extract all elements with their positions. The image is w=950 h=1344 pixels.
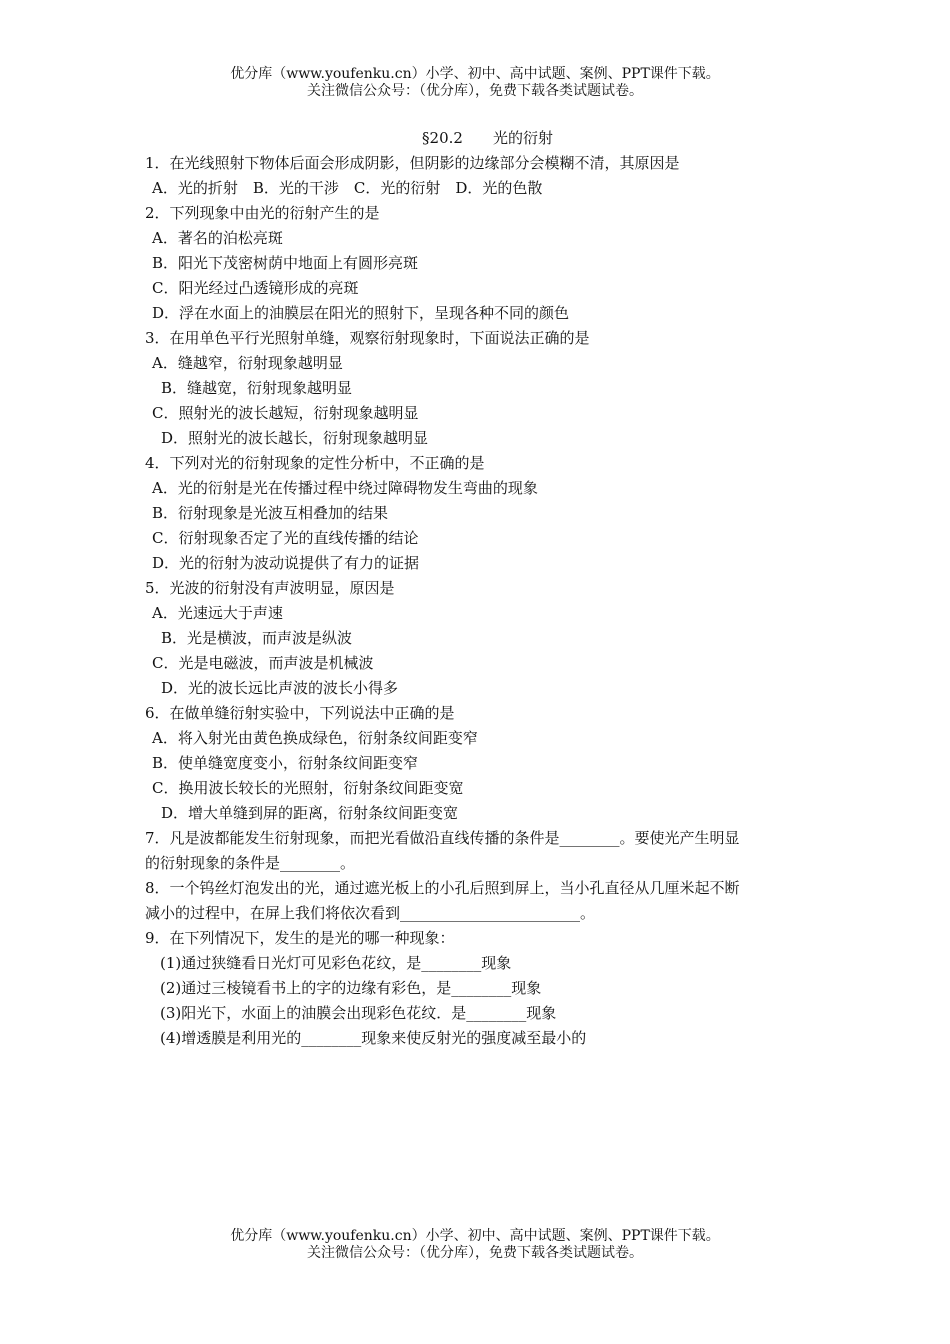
question-6-option-c: C．换用波长较长的光照射，衍射条纹间距变宽 [152, 779, 464, 797]
footer-line-2: 关注微信公众号：（优分库），免费下载各类试题试卷。 [307, 1245, 643, 1261]
question-6-option-d: D．增大单缝到屏的距离，衍射条纹间距变宽 [161, 804, 459, 822]
question-3-option-b: B．缝越宽，衍射现象越明显 [161, 379, 353, 397]
question-6-option-b: B．使单缝宽度变小，衍射条纹间距变窄 [152, 754, 419, 772]
question-4-option-b: B．衍射现象是光波互相叠加的结果 [152, 504, 389, 522]
question-7-line-1: 7．凡是波都能发生衍射现象，而把光看做沿直线传播的条件是________。要使光产生明显 [145, 829, 740, 847]
question-5-option-d: D．光的波长远比声波的波长小得多 [161, 679, 399, 697]
question-6-stem: 6．在做单缝衍射实验中，下列说法中正确的是 [145, 704, 455, 722]
question-6-option-a: A．将入射光由黄色换成绿色，衍射条纹间距变窄 [152, 729, 478, 747]
question-2-option-a: A．著名的泊松亮斑 [152, 229, 283, 247]
question-4-option-a: A．光的衍射是光在传播过程中绕过障碍物发生弯曲的现象 [152, 479, 538, 497]
question-3-stem: 3．在用单色平行光照射单缝，观察衍射现象时，下面说法正确的是 [145, 329, 590, 347]
question-9-sub-4: (4)增透膜是利用光的________现象来使反射光的强度减至最小的 [160, 1029, 587, 1047]
question-9-sub-2: (2)通过三棱镜看书上的字的边缘有彩色，是________现象 [160, 979, 542, 997]
question-3-option-a: A．缝越窄，衍射现象越明显 [152, 354, 343, 372]
question-3-option-d: D．照射光的波长越长，衍射现象越明显 [161, 429, 429, 447]
question-4-stem: 4．下列对光的衍射现象的定性分析中，不正确的是 [145, 454, 485, 472]
question-5-option-c: C．光是电磁波，而声波是机械波 [152, 654, 374, 672]
question-2-stem: 2．下列现象中由光的衍射产生的是 [145, 204, 380, 222]
question-7-line-2: 的衍射现象的条件是________。 [145, 854, 356, 872]
question-9-stem: 9．在下列情况下，发生的是光的哪一种现象： [145, 929, 455, 947]
section-title: §20.2 光的衍射 [422, 129, 553, 147]
header-banner [0, 66, 950, 100]
question-9-sub-3: (3)阳光下，水面上的油膜会出现彩色花纹．是________现象 [160, 1004, 557, 1022]
question-2-option-c: C．阳光经过凸透镜形成的亮斑 [152, 279, 359, 297]
question-1-options: A．光的折射 B．光的干涉 C．光的衍射 D．光的色散 [152, 179, 543, 197]
question-5-option-b: B．光是横波，而声波是纵波 [161, 629, 353, 647]
question-4-option-c: C．衍射现象否定了光的直线传播的结论 [152, 529, 419, 547]
question-4-option-d: D．光的衍射为波动说提供了有力的证据 [152, 554, 420, 572]
footer-line-1: 优分库（www.youfenku.cn）小学、初中、高中试题、案例、PPT课件下载。 [230, 1228, 720, 1244]
question-3-option-c: C．照射光的波长越短，衍射现象越明显 [152, 404, 419, 422]
worksheet [145, 126, 810, 1051]
question-8-line-2: 减小的过程中，在屏上我们将依次看到________________________。 [145, 904, 596, 922]
question-5-stem: 5．光波的衍射没有声波明显，原因是 [145, 579, 395, 597]
question-8-line-1: 8．一个钨丝灯泡发出的光，通过遮光板上的小孔后照到屏上，当小孔直径从几厘米起不断 [145, 879, 740, 897]
footer-banner [0, 1228, 950, 1262]
question-1-stem: 1．在光线照射下物体后面会形成阴影，但阴影的边缘部分会模糊不清，其原因是 [145, 154, 680, 172]
banner-line-2: 关注微信公众号：（优分库），免费下载各类试题试卷。 [307, 83, 643, 99]
question-5-option-a: A．光速远大于声速 [152, 604, 283, 622]
question-2-option-d: D．浮在水面上的油膜层在阳光的照射下，呈现各种不同的颜色 [152, 304, 570, 322]
question-2-option-b: B．阳光下茂密树荫中地面上有圆形亮斑 [152, 254, 419, 272]
banner-line-1: 优分库（www.youfenku.cn）小学、初中、高中试题、案例、PPT课件下载。 [230, 66, 720, 82]
question-9-sub-1: (1)通过狭缝看日光灯可见彩色花纹，是________现象 [160, 954, 512, 972]
